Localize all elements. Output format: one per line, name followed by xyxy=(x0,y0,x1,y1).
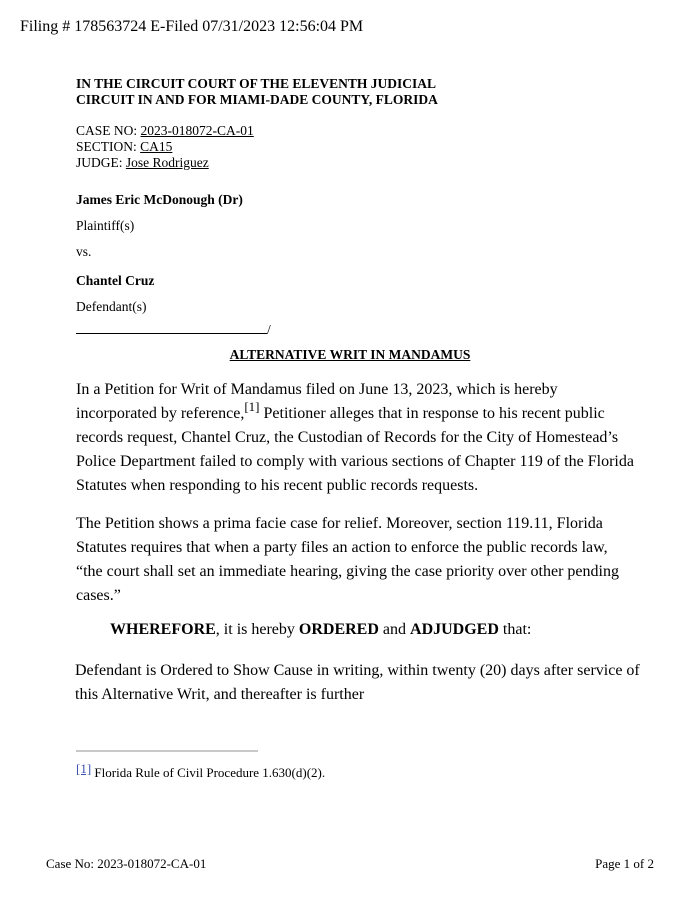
plaintiff-role: Plaintiff(s) xyxy=(76,218,135,233)
wherefore-text-2: and xyxy=(378,621,411,638)
defendant-role: Defendant(s) xyxy=(76,299,147,314)
paragraph-order: Defendant is Ordered to Show Cause in writing, within twenty (20) days after service of this Alternative Writ, and thereafter is further xyxy=(75,662,640,703)
case-number-row xyxy=(76,123,254,139)
versus-label: vs. xyxy=(76,244,92,259)
wherefore-text-3: that: xyxy=(498,621,532,638)
case-info xyxy=(76,123,254,171)
judge-link[interactable]: Jose Rodriguez xyxy=(125,155,209,170)
paragraph-petition-text-a: In a Petition for Writ of Mandamus filed on June 13, 2023, which is hereby incorporated by reference, xyxy=(76,381,558,422)
footnote xyxy=(76,761,325,781)
footer-case-number: Case No: 2023-018072-CA-01 xyxy=(46,856,207,871)
court-caption xyxy=(76,76,438,108)
ordered-word: ORDERED xyxy=(298,621,379,638)
caption-rule xyxy=(76,321,271,338)
footnote-mark-link[interactable]: [1] xyxy=(76,761,92,776)
plaintiff-name: James Eric McDonough (Dr) xyxy=(76,192,243,207)
court-line-2: CIRCUIT IN AND FOR MIAMI-DADE COUNTY, FLORIDA xyxy=(76,92,438,107)
adjudged-word: ADJUDGED xyxy=(410,621,499,638)
paragraph-petition-text-b: Petitioner alleges that in response to his recent public records request, Chantel Cruz, the Custodian of Records for the City of Homestead’s Police Department failed to comply with various sections of Chapter 119 of the Florida Statutes when responding to his recent public records requests. xyxy=(76,405,634,494)
section-link[interactable]: CA15 xyxy=(140,139,173,154)
caption-underline xyxy=(76,321,267,334)
footnote-separator xyxy=(76,750,258,752)
document-title: ALTERNATIVE WRIT IN MANDAMUS xyxy=(229,347,471,362)
filing-header: Filing # 178563724 E-Filed 07/31/2023 12:56:04 PM xyxy=(20,18,364,35)
case-number-label: CASE NO: xyxy=(76,123,141,138)
wherefore-text-1: , it is hereby xyxy=(215,621,299,638)
paragraph-petition xyxy=(76,378,636,498)
footnote-text: Florida Rule of Civil Procedure 1.630(d)(2). xyxy=(91,765,326,780)
case-number-link[interactable]: 2023-018072-CA-01 xyxy=(140,123,254,138)
paragraph-prima-facie: The Petition shows a prima facie case for relief. Moreover, section 119.11, Florida Statutes requires that when a party files an action to enforce the public records law, “the court shall set an immediate hearing, giving the case priority over other pending cases.” xyxy=(76,515,619,604)
section-label: SECTION: xyxy=(76,139,141,154)
wherefore-word: WHEREFORE xyxy=(110,621,216,638)
caption-slash: / xyxy=(267,322,271,337)
wherefore-clause xyxy=(110,621,531,639)
footer-page-number: Page 1 of 2 xyxy=(595,856,654,871)
footnote-reference[interactable]: [1] xyxy=(244,399,260,414)
defendant-name: Chantel Cruz xyxy=(76,273,155,288)
judge-row xyxy=(76,155,254,171)
section-row xyxy=(76,139,254,155)
judge-label: JUDGE: xyxy=(76,155,126,170)
court-line-1: IN THE CIRCUIT COURT OF THE ELEVENTH JUDICIAL xyxy=(76,76,436,91)
